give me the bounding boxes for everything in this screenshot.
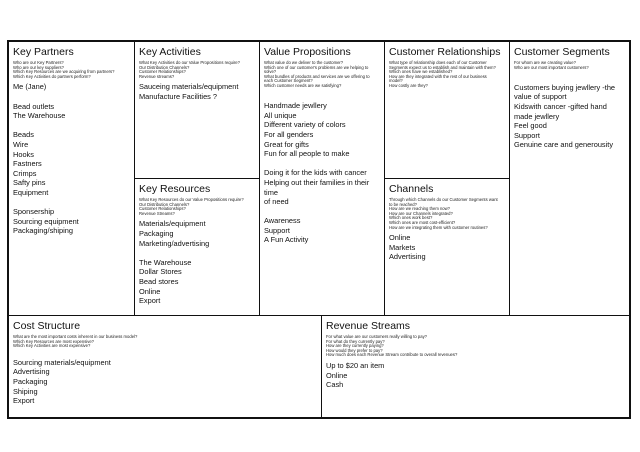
customer-segments-entries — [514, 73, 625, 150]
list-item — [13, 198, 130, 208]
list-item: Bead stores — [139, 276, 179, 286]
list-item: Online — [389, 233, 411, 243]
list-item: Dollar Stores — [139, 267, 182, 277]
list-item: Beads — [13, 130, 34, 140]
list-item: All unique — [264, 110, 297, 120]
key-partners-prompts: Who are our Key Partners? Who are our key suppliers? Which Key Resources are we acquiring from partners? Which Key Activities do partners perform? — [13, 60, 115, 79]
value-propositions-title: Value Propositions — [264, 46, 351, 58]
list-item: value of support — [514, 92, 567, 102]
revenue-streams-entries — [326, 361, 625, 390]
key-partners-block — [8, 41, 135, 316]
list-item: Export — [13, 396, 35, 406]
list-item: Crimps — [13, 168, 37, 178]
list-item: Doing it for the kids with cancer — [264, 168, 367, 178]
list-item: Packaging — [139, 228, 174, 238]
value-propositions-block — [259, 41, 385, 316]
list-item: Shiping — [13, 386, 38, 396]
list-item: The Warehouse — [139, 257, 192, 267]
list-item: Fastners — [13, 159, 42, 169]
channels-entries — [389, 233, 505, 262]
list-item: Feel good — [514, 121, 547, 131]
key-partners-title: Key Partners — [13, 46, 74, 58]
customer-segments-prompts: For whom are we creating value? Who are our most important customers? — [514, 60, 589, 70]
list-item: Sourcing equipment — [13, 216, 79, 226]
list-item: Online — [326, 370, 348, 380]
list-item: Safty pins — [13, 178, 46, 188]
list-item: Materials/equipment — [139, 219, 206, 229]
key-activities-title: Key Activities — [139, 46, 201, 58]
key-resources-entries — [139, 219, 255, 305]
list-item: Export — [139, 296, 161, 306]
list-item: Customers buying jewllery -the — [514, 82, 616, 92]
list-item: Advertising — [13, 367, 50, 377]
list-item: Helping out their families in their time — [264, 177, 370, 197]
list-item: Marketing/advertising — [139, 238, 210, 248]
list-item: of need — [264, 197, 289, 207]
key-resources-prompts: What Key Resources do our Value Propositions require? Our Distribution Channels? Customer Relationships? Revenue Streams? — [139, 197, 244, 216]
list-item: Up to $20 an item — [326, 360, 385, 370]
key-partners-entries — [13, 82, 130, 236]
cost-structure-entries — [13, 352, 317, 406]
list-item: Packaging/shiping — [13, 226, 73, 236]
list-item: Online — [139, 286, 161, 296]
list-item — [264, 207, 380, 217]
key-resources-title: Key Resources — [139, 183, 211, 195]
customer-segments-title: Customer Segments — [514, 46, 610, 58]
list-item: Genuine care and generousity — [514, 140, 614, 150]
value-propositions-prompts: What value do we deliver to the customer? Which one of our customer's problems are we helping to solve? What bundles of products and services are we offering to each Customer Segment? Which customer needs are we satisfying? — [264, 60, 370, 88]
list-item — [264, 92, 380, 102]
key-resources-block — [134, 178, 260, 316]
list-item: Sauceing materials/equipment — [139, 82, 239, 92]
cost-structure-title: Cost Structure — [13, 320, 81, 332]
list-item: Kidswith cancer -gifted hand — [514, 101, 607, 111]
key-activities-prompts: What Key Activities do our Value Propositions require? Our Distribution Channels? Customer Relationships? Revenue streams? — [139, 60, 240, 79]
list-item: Fun for all people to make — [264, 149, 350, 159]
list-item: For all genders — [264, 129, 314, 139]
list-item: Equipment — [13, 187, 49, 197]
list-item: Advertising — [389, 252, 426, 262]
list-item: Cash — [326, 380, 344, 390]
key-activities-entries — [139, 82, 255, 101]
list-item: The Warehouse — [13, 111, 66, 121]
list-item: Great for gifts — [264, 139, 309, 149]
customer-relationships-prompts: What type of relationship does each of our Customer Segments expect us to establish and maintain with them? Which ones have we established? How are they integrated with the rest of our business model? How costly are they? — [389, 60, 496, 88]
list-item: A Fun Activity — [264, 235, 309, 245]
list-item: made jewllery — [514, 111, 560, 121]
key-activities-block — [134, 41, 260, 179]
list-item: Awareness — [264, 216, 301, 226]
list-item: Sponsership — [13, 207, 55, 217]
business-model-canvas — [7, 40, 631, 419]
list-item: Me (Jane) — [13, 82, 47, 92]
customer-relationships-block — [384, 41, 510, 179]
list-item — [264, 159, 380, 169]
list-item — [13, 121, 130, 131]
revenue-streams-block — [321, 315, 630, 418]
channels-prompts: Through which Channels do our Customer Segments want to be reached? How are we reaching them now? How are our Channels integrated? Which ones work best? Which ones are most cost-efficient? How are we integrating them with customer routines? — [389, 197, 498, 230]
list-item: Support — [514, 130, 540, 140]
revenue-streams-prompts: For what value are our customers really willing to pay? For what do they currently pay? How are they currently paying? How would they prefer to pay? How much does each Revenue Stream contribute to overall revenues? — [326, 334, 458, 358]
list-item: Support — [264, 225, 290, 235]
list-item — [514, 73, 625, 83]
customer-segments-block — [509, 41, 630, 316]
list-item: Handmade jewllery — [264, 101, 327, 111]
channels-title: Channels — [389, 183, 434, 195]
list-item: Wire — [13, 139, 29, 149]
list-item: Packaging — [13, 376, 48, 386]
channels-block — [384, 178, 510, 316]
list-item: Sourcing materials/equipment — [13, 357, 111, 367]
list-item — [139, 248, 255, 258]
revenue-streams-title: Revenue Streams — [326, 320, 411, 332]
cost-structure-prompts: What are the most important costs inherent in our business model? Which Key Resources are most expensive? Which Key Activities are most expensive? — [13, 334, 138, 349]
list-item: Different variety of colors — [264, 120, 346, 130]
cost-structure-block — [8, 315, 322, 418]
value-propositions-entries — [264, 92, 380, 246]
list-item: Bead outlets — [13, 101, 55, 111]
list-item: Manufacture Facilities ? — [139, 91, 218, 101]
list-item: Hooks — [13, 149, 34, 159]
customer-relationships-title: Customer Relationships — [389, 46, 501, 58]
list-item: Markets — [389, 242, 416, 252]
list-item — [13, 92, 130, 102]
